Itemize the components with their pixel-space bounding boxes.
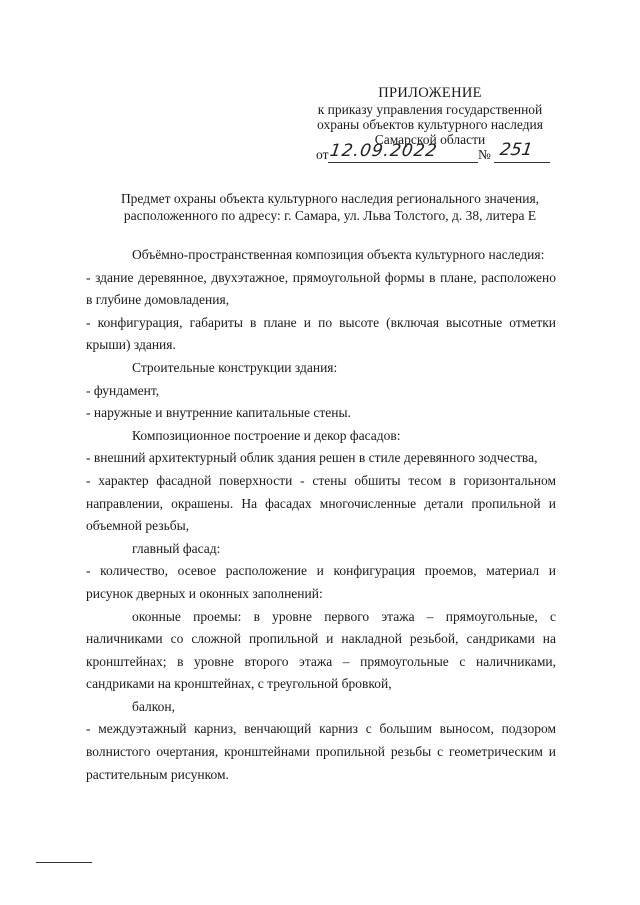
date-underline [328,162,478,163]
document-body [86,244,556,786]
footer-rule [36,862,92,863]
section-heading-structures: Строительные конструкции здания: [132,359,338,375]
number-prefix: № [478,147,491,162]
section-heading-facades: Композиционное построение и декор фасадов: [132,427,401,443]
paragraph-balcony: балкон, [132,698,175,714]
section-heading-volume: Объёмно-пространственная композиция объекта культурного наследия: [132,247,545,262]
handwritten-date: 12.09.2022 [328,141,439,161]
paragraph-item: - конфигурация, габариты в плане и по высоте (включая высотные отметки крыши) здания. [86,314,556,353]
paragraph-item: - наружные и внутренние капитальные стены. [86,405,351,421]
handwritten-number: 251 [498,140,534,160]
appendix-line-2: охраны объектов культурного наследия [317,117,543,132]
appendix-line-3: Самарской области [374,132,486,147]
subject-line-1: Предмет охраны объекта культурного наследия регионального значения, [120,191,540,206]
paragraph-item: - количество, осевое расположение и конфигурация проемов, материал и рисунок дверных и оконных заполнений: [86,563,556,601]
appendix-header [300,86,560,147]
subject-line-2: расположенного по адресу: г. Самара, ул. Льва Толстого, д. 38, литера Е [123,208,537,223]
paragraph-item: - фундамент, [86,382,160,398]
section-heading-main-facade: главный фасад: [132,540,221,556]
paragraph-item: - внешний архитектурный облик здания решен в стиле деревянного зодчества, [86,450,538,466]
paragraph-item: - междуэтажный карниз, венчающий карниз с большим выносом, подзором волнистого очертания, кронштейнами пропильной резьбы с геометрическим и растительным рисунком. [86,721,556,782]
paragraph-item: - характер фасадной поверхности - стены обшиты тесом в горизонтальном направлении, окрашены. На фасадах многочисленные детали пропильной и объемной резьбы, [86,472,556,534]
paragraph-item: - здание деревянное, двухэтажное, прямоугольной формы в плане, расположено в глубине домовладения, [86,269,556,308]
document-subject [100,190,560,224]
number-underline [494,162,550,163]
order-dateline [316,140,556,167]
paragraph-windows: оконные проемы: в уровне первого этажа – прямоугольные, с наличниками со сложной пропильной и накладной резьбой, сандриками на кронштейнах; в уровне второго этажа – прямоугольные с наличниками, сандриками на кронштейнах, с треугольной бровкой, [86,608,556,692]
appendix-line-1: к приказу управления государственной [317,102,543,117]
date-prefix: от [316,147,329,162]
appendix-title: ПРИЛОЖЕНИЕ [378,85,482,101]
